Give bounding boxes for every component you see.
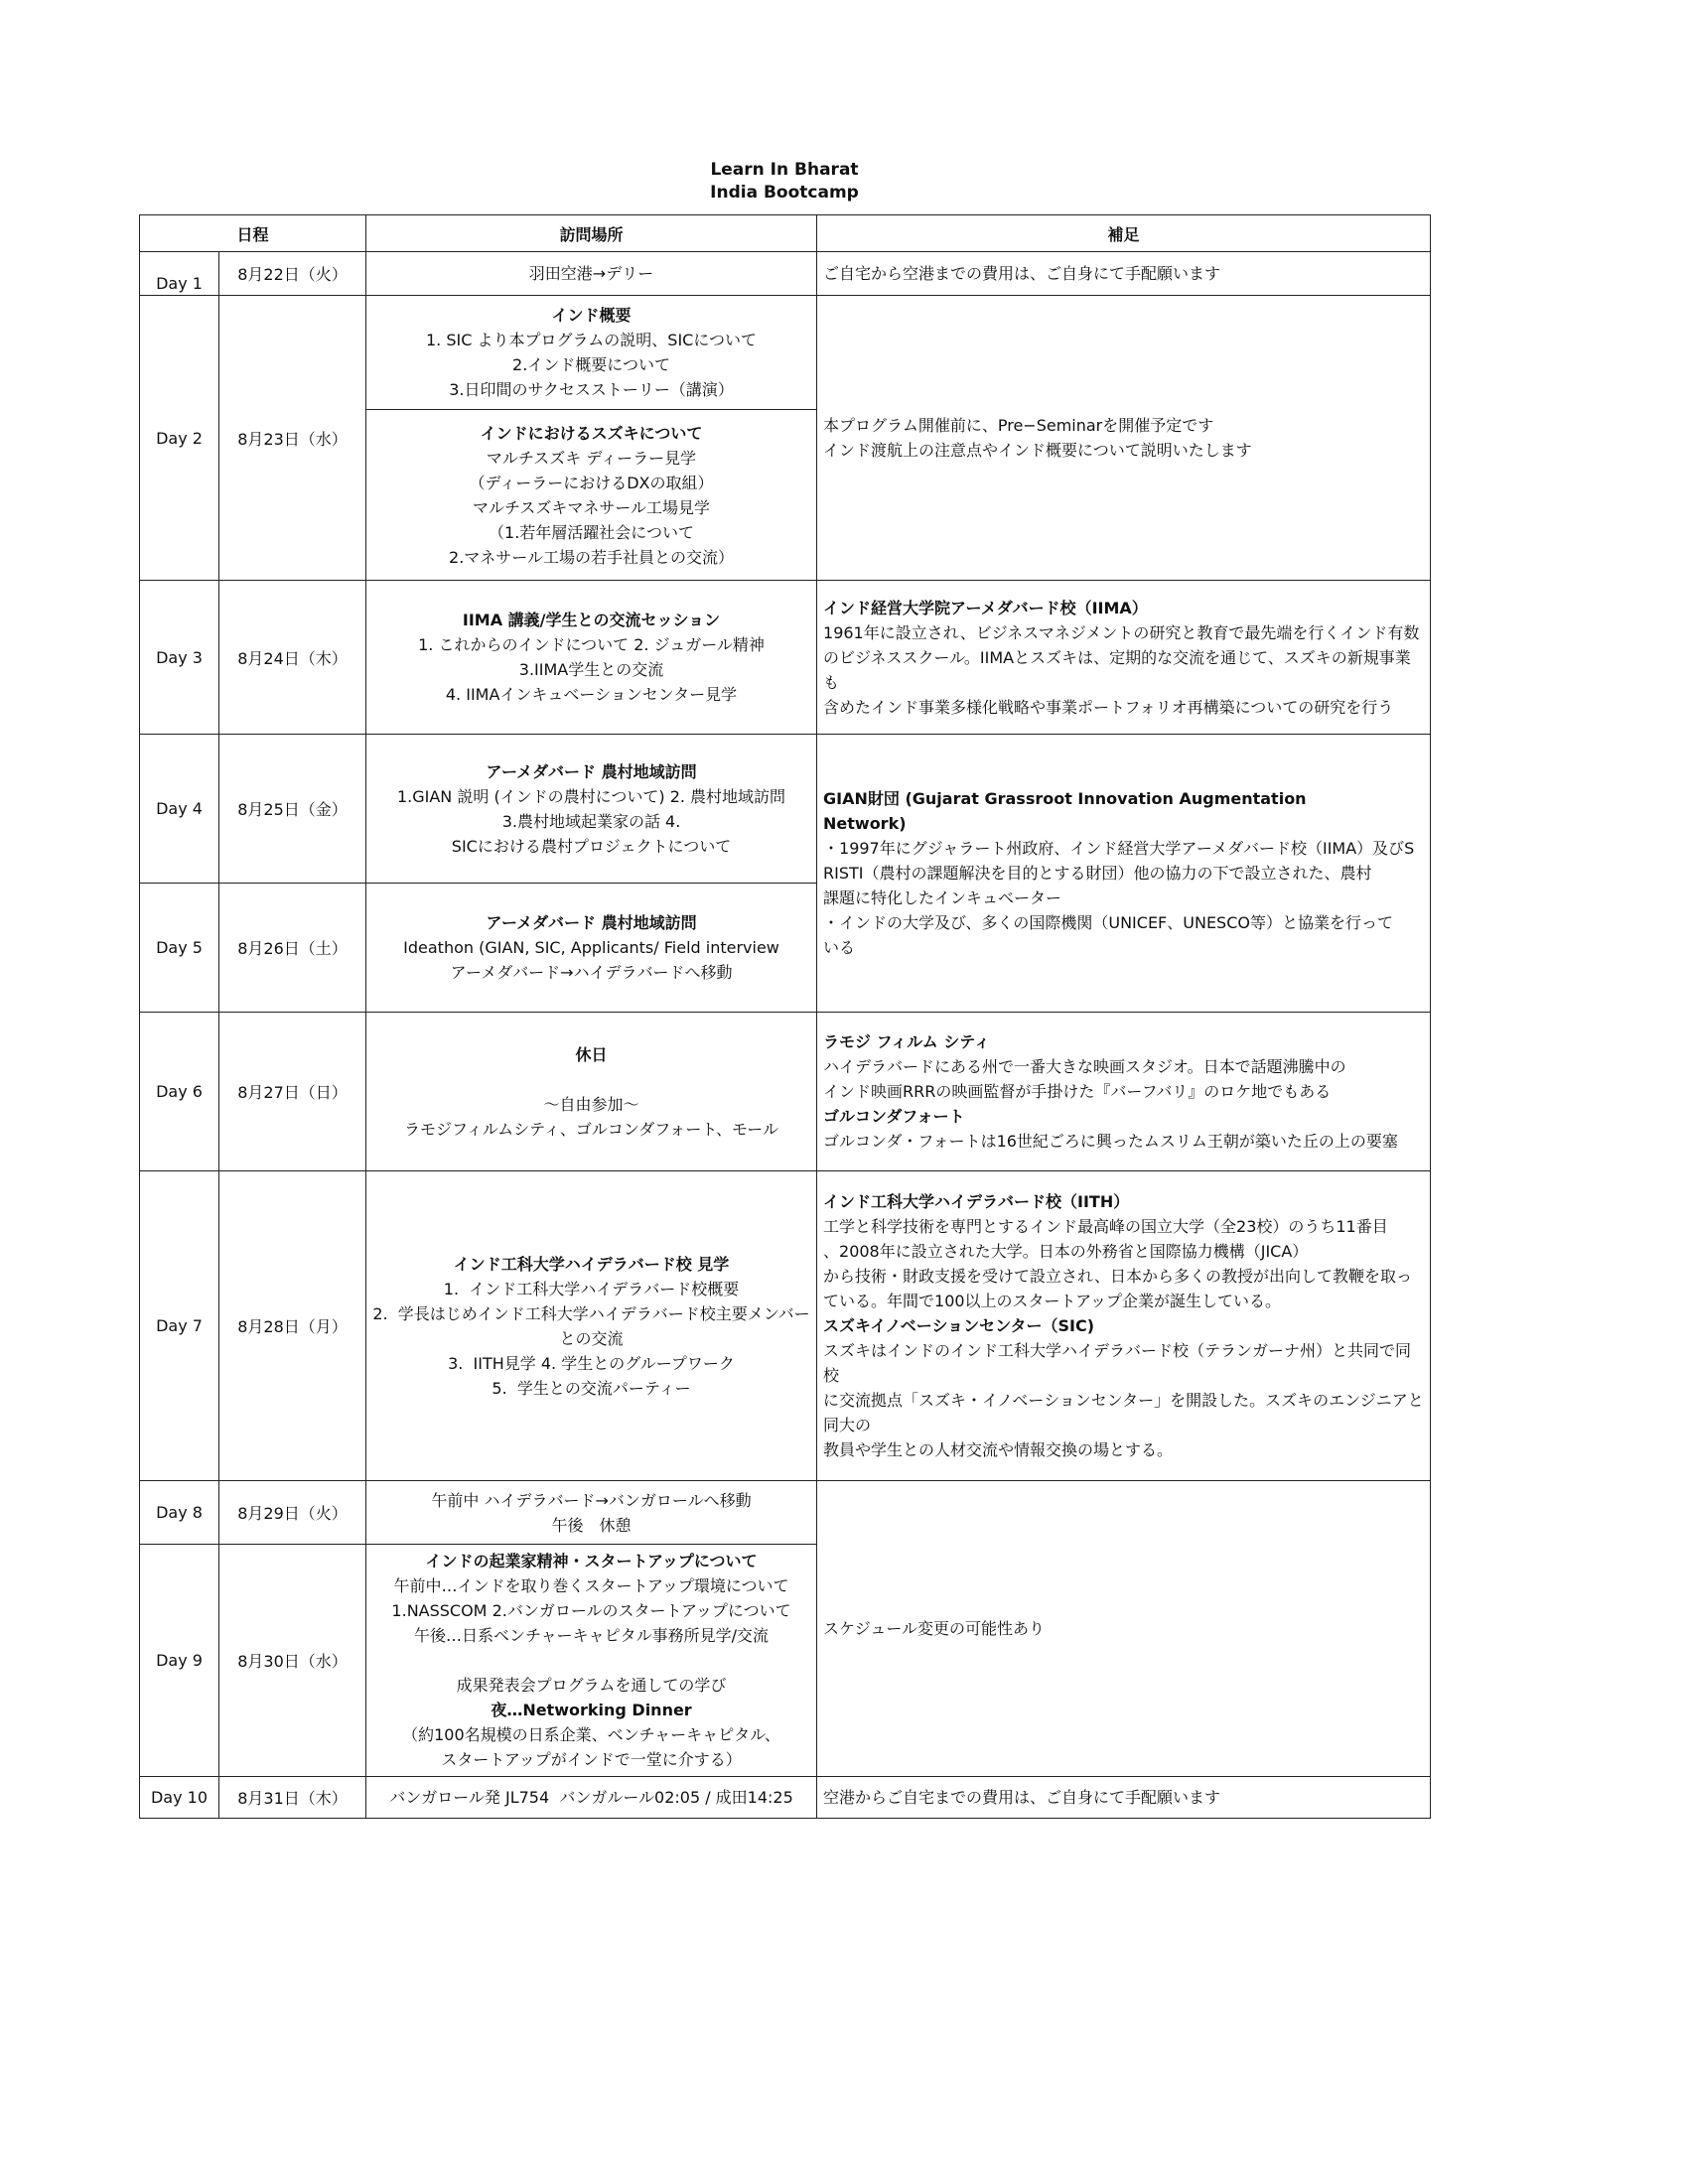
cell-line: ご自宅から空港までの費用は、ご自身にて手配願います [823, 264, 1221, 283]
date-cell: 8月27日（日） [219, 1013, 366, 1171]
cell-line: ・1997年にグジャラート州政府、インド経営大学アーメダバード校（IIMA）及びS [823, 839, 1415, 858]
day-label: Day 1 [140, 252, 219, 296]
visit-cell [366, 735, 817, 884]
day-label: Day 7 [140, 1171, 219, 1481]
visit-cell [366, 252, 817, 296]
day-label: Day 8 [140, 1481, 219, 1545]
title-line-1: Learn In Bharat [710, 160, 859, 180]
cell-line: GIAN財団 (Gujarat Grassroot Innovation Augmentation [823, 789, 1307, 808]
cell-line: 課題に特化したインキュベーター [823, 888, 1062, 907]
cell-line: 1. SIC より本プログラムの説明、SICについて [425, 331, 758, 349]
note-cell [817, 1171, 1431, 1481]
cell-line: 、2008年に設立された大学。日本の外務省と国際協力機構（JICA） [823, 1242, 1309, 1261]
cell-line: ている。年間で100以上のスタートアップ企業が誕生している。 [823, 1292, 1281, 1310]
cell-line: （約100名規模の日系企業、ベンチャーキャピタル、 [402, 1725, 780, 1744]
cell-line: 成果発表会プログラムを通しての学び [456, 1676, 727, 1695]
header-visit: 訪問場所 [366, 215, 817, 252]
date-cell: 8月31日（木） [219, 1777, 366, 1819]
cell-line: SICにおける農村プロジェクトについて [451, 836, 732, 856]
table-row [140, 1777, 1431, 1819]
cell-line: （ディーラーにおけるDXの取組） [469, 473, 714, 492]
schedule-table [139, 214, 1431, 1819]
cell-line: Network) [823, 814, 907, 833]
cell-line: 夜…Networking Dinner [491, 1701, 692, 1719]
cell-line: ラモジフィルムシティ、ゴルコンダフォート、モール [404, 1119, 778, 1139]
cell-line: ・インドの大学及び、多くの国際機関（UNICEF、UNESCO等）と協業を行って [823, 913, 1393, 932]
date-cell: 8月29日（火） [219, 1481, 366, 1545]
cell-line: スズキはインドのインド工科大学ハイデラバード校（テランガーナ州）と共同で同校 [823, 1341, 1412, 1385]
cell-line: マルチスズキ ディーラー見学 [486, 448, 697, 468]
document-title [139, 159, 1430, 205]
cell-line: ゴルコンダフォート [823, 1107, 965, 1126]
cell-line: 午前中…インドを取り巻くスタートアップ環境について [393, 1576, 789, 1595]
note-cell [817, 581, 1431, 735]
cell-line: （1.若年層活躍社会について [489, 522, 694, 542]
cell-line: との交流 [559, 1328, 624, 1348]
table-row [140, 1013, 1431, 1171]
visit-cell [366, 1777, 817, 1819]
cell-line: アーメダバード 農村地域訪問 [486, 761, 697, 781]
date-cell: 8月22日（火） [219, 252, 366, 296]
cell-line: 1. インド工科大学ハイデラバード校概要 [443, 1279, 740, 1298]
cell-line: インド映画RRRの映画監督が手掛けた『バーフバリ』のロケ地でもある [823, 1082, 1332, 1101]
date-cell: 8月24日（木） [219, 581, 366, 735]
date-cell: 8月30日（水） [219, 1545, 366, 1777]
title-line-2: India Bootcamp [710, 183, 859, 203]
header-notes: 補足 [817, 215, 1431, 252]
cell-line: スケジュール変更の可能性あり [823, 1619, 1046, 1638]
visit-cell [366, 1545, 817, 1777]
visit-cell [366, 884, 817, 1013]
cell-line: ラモジ フィルム シティ [823, 1032, 990, 1051]
table-row [140, 1481, 1431, 1545]
cell-line: 1. これからのインドについて 2. ジュガール精神 [418, 635, 765, 654]
cell-line: に交流拠点「スズキ・イノベーションセンター」を開設した。スズキのエンジニアと同大の [823, 1391, 1424, 1434]
date-cell: 8月25日（金） [219, 735, 366, 884]
table-row [140, 296, 1431, 410]
cell-line: いる [823, 938, 856, 957]
cell-line: 5. 学生との交流パーティー [492, 1378, 691, 1398]
cell-line: 午後…日系ベンチャーキャピタル事務所見学/交流 [414, 1626, 769, 1645]
note-cell [817, 735, 1431, 1013]
note-cell [817, 1013, 1431, 1171]
visit-cell [366, 1481, 817, 1545]
cell-line: インド工科大学ハイデラバード校（IITH） [823, 1192, 1130, 1211]
cell-line: 空港からご自宅までの費用は、ご自身にて手配願います [823, 1788, 1221, 1807]
day-label: Day 2 [140, 296, 219, 581]
note-cell [817, 1777, 1431, 1819]
cell-line: 1.NASSCOM 2.バンガロールのスタートアップについて [391, 1601, 791, 1620]
cell-line: 2.インド概要について [512, 355, 670, 374]
table-row [140, 735, 1431, 884]
cell-line: インド渡航上の注意点やインド概要について説明いたします [823, 441, 1252, 460]
cell-line: アーメダバード 農村地域訪問 [486, 913, 697, 932]
cell-line [372, 1067, 810, 1092]
cell-line: マルチスズキマネサール工場見学 [472, 497, 711, 517]
note-cell [817, 296, 1431, 581]
day-label: Day 3 [140, 581, 219, 735]
visit-cell [366, 410, 817, 581]
cell-line: 午後 休憩 [551, 1515, 632, 1535]
cell-line: 3.IIMA学生との交流 [518, 660, 664, 679]
cell-line [372, 1648, 810, 1673]
cell-line: 午前中 ハイデラバード→バンガロールへ移動 [431, 1490, 752, 1510]
visit-cell [366, 1013, 817, 1171]
table-row [140, 252, 1431, 296]
cell-line: 4. IIMAインキュベーションセンター見学 [445, 685, 738, 704]
note-cell [817, 252, 1431, 296]
date-cell: 8月26日（土） [219, 884, 366, 1013]
cell-line: 休日 [575, 1044, 608, 1064]
cell-line: 1961年に設立され、ビジネスマネジメントの研究と教育で最先端を行くインド有数 [823, 622, 1420, 642]
date-cell: 8月23日（水） [219, 296, 366, 581]
cell-line: インドにおけるスズキについて [480, 423, 703, 443]
cell-line: インド工科大学ハイデラバード校 見学 [453, 1254, 730, 1274]
cell-line: 3. IITH見学 4. 学生とのグループワーク [448, 1353, 735, 1373]
date-cell: 8月28日（月） [219, 1171, 366, 1481]
table-row [140, 581, 1431, 735]
cell-line: 工学と科学技術を専門とするインド最高峰の国立大学（全23校）のうち11番目 [823, 1217, 1388, 1236]
day-label: Day 4 [140, 735, 219, 884]
day-label: Day 9 [140, 1545, 219, 1777]
cell-line: 2. 学長はじめインド工科大学ハイデラバード校主要メンバー [372, 1303, 810, 1323]
cell-line: 3.農村地域起業家の話 4. [501, 811, 681, 831]
cell-line: インド経営大学院アーメダバード校（IIMA） [823, 598, 1148, 617]
header-row [140, 215, 1431, 252]
cell-line: 本プログラム開催前に、Pre−Seminarを開催予定です [823, 416, 1214, 435]
cell-line: 2.マネサール工場の若手社員との交流） [449, 547, 734, 567]
table-row [140, 1171, 1431, 1481]
day-label: Day 6 [140, 1013, 219, 1171]
cell-line: バンガロール発 JL754 バンガルール02:05 / 成田14:25 [389, 1788, 793, 1807]
cell-line: ゴルコンダ・フォートは16世紀ごろに興ったムスリム王朝が築いた丘の上の要塞 [823, 1132, 1398, 1151]
cell-line: アーメダバード→ハイデラバードへ移動 [450, 963, 733, 982]
cell-line: Ideathon (GIAN, SIC, Applicants/ Field interview [403, 938, 779, 957]
day-label: Day 10 [140, 1777, 219, 1819]
header-schedule: 日程 [140, 215, 366, 252]
day-label: Day 5 [140, 884, 219, 1013]
cell-line: スズキイノベーションセンター（SIC) [823, 1316, 1095, 1335]
cell-line: 3.日印間のサクセスストーリー（講演） [449, 380, 734, 399]
cell-line: IIMA 講義/学生との交流セッション [462, 611, 721, 629]
cell-line: 羽田空港→デリー [528, 264, 654, 283]
cell-line: から技術・財政支援を受けて設立され、日本から多くの教授が出向して教鞭を取っ [823, 1267, 1412, 1286]
cell-line: ハイデラバードにある州で一番大きな映画スタジオ。日本で話題沸騰中の [823, 1057, 1346, 1076]
note-cell [817, 1481, 1431, 1777]
cell-line: 教員や学生との人材交流や情報交換の場とする。 [823, 1440, 1174, 1459]
cell-line: RISTI（農村の課題解決を目的とする財団）他の協力の下で設立された、農村 [823, 864, 1372, 883]
visit-cell [366, 1171, 817, 1481]
visit-cell [366, 296, 817, 410]
cell-line: インドの起業家精神・スタートアップについて [425, 1552, 758, 1570]
visit-cell [366, 581, 817, 735]
cell-line: のビジネススクール。IIMAとスズキは、定期的な交流を通じて、スズキの新規事業も [823, 647, 1411, 692]
cell-line: ～自由参加～ [543, 1094, 639, 1114]
cell-line: 1.GIAN 説明 (インドの農村について) 2. 農村地域訪問 [396, 786, 786, 806]
cell-line: 含めたインド事業多様化戦略や事業ポートフォリオ再構築についての研究を行う [823, 697, 1394, 717]
cell-line: インド概要 [551, 306, 632, 325]
cell-line: スタートアップがインドで一堂に介する） [441, 1750, 742, 1769]
